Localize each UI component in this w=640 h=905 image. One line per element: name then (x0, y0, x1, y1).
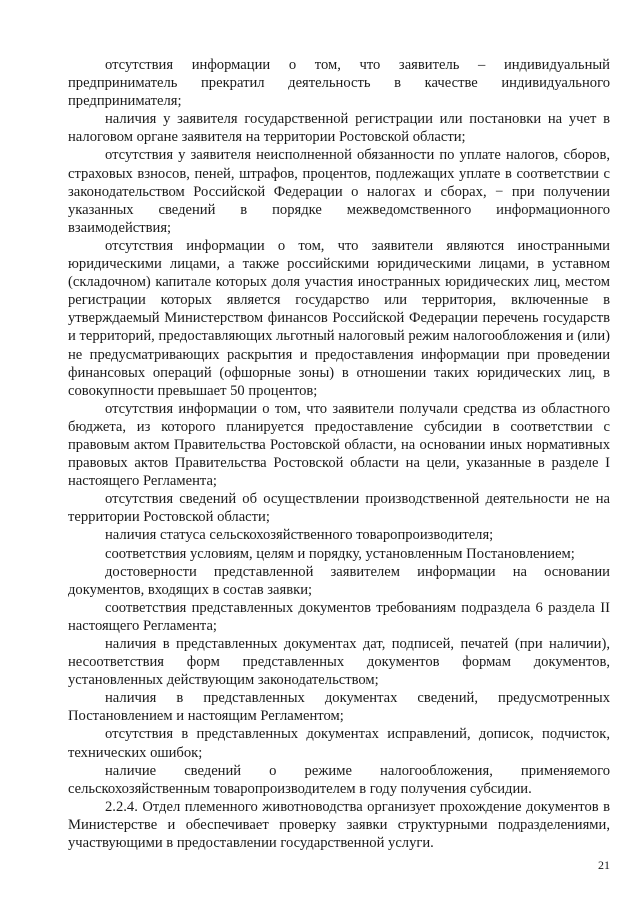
paragraph: 2.2.4. Отдел племенного животноводства организует прохождение документов в Министерстве и обеспечивает проверку заявки структурными подразделениями, участвующими в предоставлении государственной услуги. (68, 798, 610, 852)
paragraph: наличия в представленных документах дат, подписей, печатей (при наличии), несоответствия форм представленных документов формам документов, установленных действующим законодательством; (68, 636, 610, 689)
paragraph: соответствия условиям, целям и порядку, установленным Постановлением; (105, 545, 575, 562)
paragraph: наличия у заявителя государственной регистрации или постановки на учет в налоговом органе заявителя на территории Ростовской области; (68, 111, 610, 146)
paragraph: отсутствия у заявителя неисполненной обязанности по уплате налогов, сборов, страховых взносов, пеней, штрафов, процентов, подлежащих уплате в соответствии с законодательством Российской Федерации о налогах и сборах, − при получении указанных сведений в порядке межведомственного информационного взаимодействия; (68, 147, 610, 236)
paragraph: наличия в представленных документах сведений, предусмотренных Постановлением и настоящим Регламентом; (68, 690, 610, 725)
paragraph: отсутствия информации о том, что заявитель – индивидуальный предприниматель прекратил деятельность в качестве индивидуального предпринимателя; (68, 57, 610, 110)
paragraph: отсутствия в представленных документах исправлений, дописок, подчисток, технических ошибок; (68, 726, 610, 761)
paragraph: соответствия представленных документов требованиям подраздела 6 раздела II настоящего Регламента; (68, 599, 610, 634)
paragraph: отсутствия информации о том, что заявители получали средства из областного бюджета, из которого планируется предоставление субсидии в соответствии с правовым актом Правительства Ростовской области, на основании иных нормативных правовых актов Правительства Ростовской области на цели, указанные в разделе I настоящего Регламента; (68, 400, 610, 490)
paragraph: отсутствия сведений об осуществлении производственной деятельности не на территории Ростовской области; (68, 491, 610, 526)
page-number: 21 (598, 858, 610, 872)
paragraph: наличия статуса сельскохозяйственного товаропроизводителя; (105, 527, 494, 544)
document-body (68, 56, 610, 852)
paragraph: наличие сведений о режиме налогообложения, применяемого сельскохозяйственным товаропроизводителем в году получения субсидии. (68, 762, 610, 797)
paragraph: достоверности представленной заявителем информации на основании документов, входящих в состав заявки; (68, 563, 610, 598)
paragraph: отсутствия информации о том, что заявители являются иностранными юридическими лицами, а также российскими юридическими лицами, в уставном (складочном) капитале которых доля участия иностранных юридических лиц, местом регистрации которых является государство или территория, включенные в утверждаемый Министерством финансов Российской Федерации перечень государств и территорий, предоставляющих льготный налоговый режим налогообложения и (или) не предусматривающих раскрытия и предоставления информации при проведении финансовых операций (офшорные зоны) в отношении таких юридических лиц, в совокупности превышает 50 процентов; (68, 237, 610, 399)
